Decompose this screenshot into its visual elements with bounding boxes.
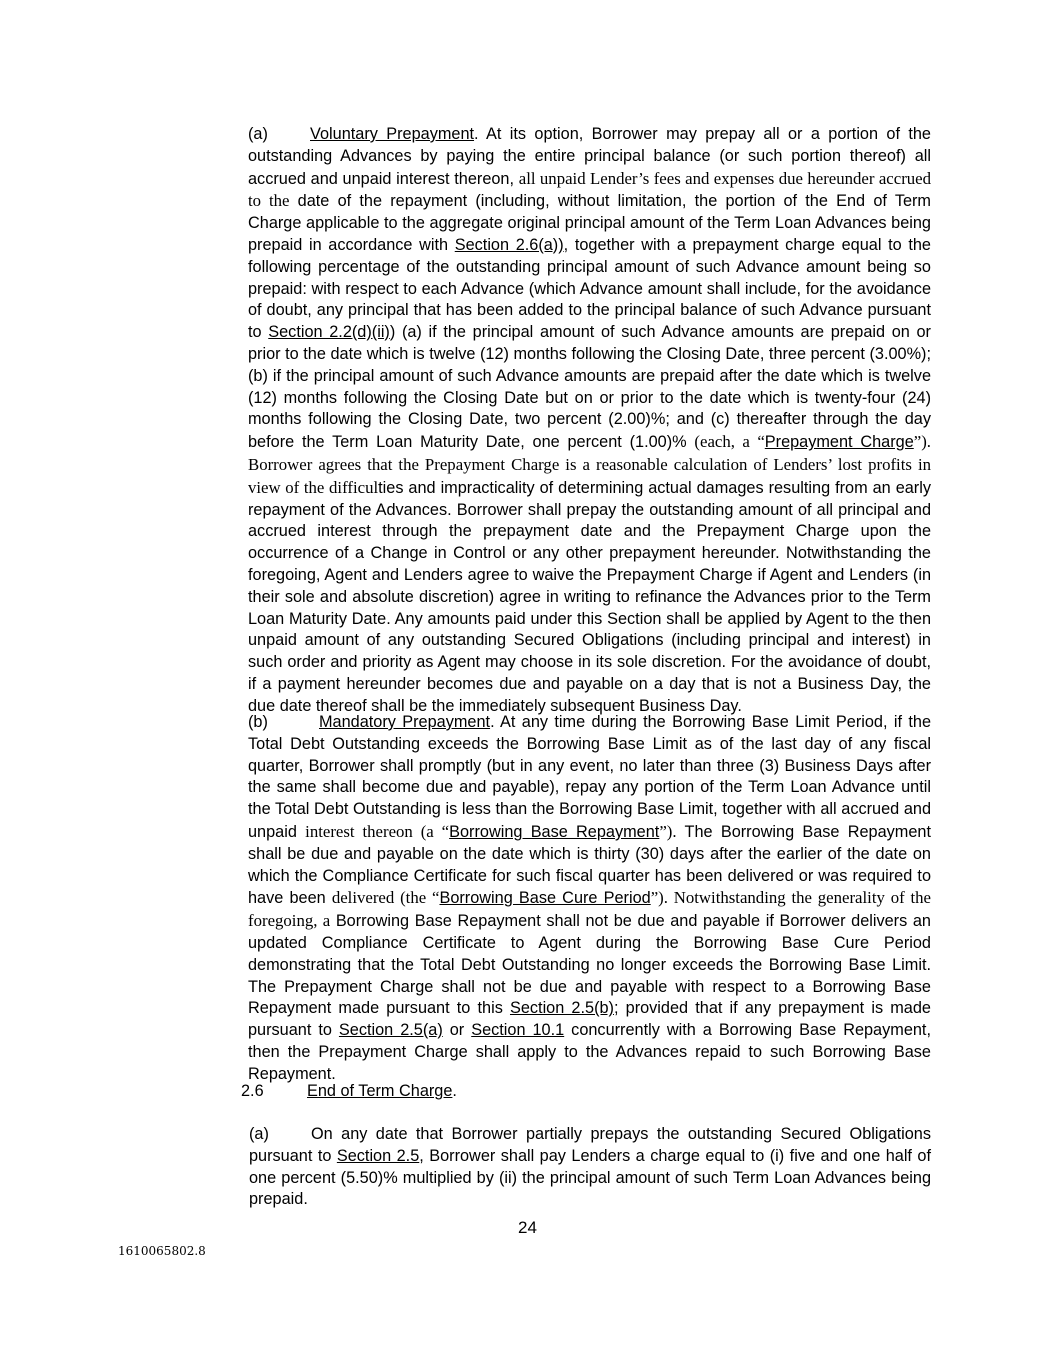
defined-term: Prepayment Charge	[764, 433, 914, 452]
paragraph-label: (a)	[249, 1125, 269, 1143]
paragraph-label: (b)	[248, 713, 268, 731]
section-reference: Section 2.5(b)	[509, 999, 614, 1018]
paragraph-text: date of the repayment (including, without limitation, the portion of the End of Term Charge applicable to the aggregate original principal amount of the Term Loan Advances being prepaid in accordance with	[248, 192, 931, 254]
paragraph-text: delivered (the “	[331, 888, 440, 908]
paragraph-text: . At any time during the Borrowing Base Limit Period, if the Total Debt Outstanding exceeds the Borrowing Base Limit as of the last day of any fiscal quarter, Borrower shall promptly (but in any event, no later than three (3) Business Days after the same shall become due and payable), repay any portion of the Term Loan Advance until the Total Debt Outstanding is less than the Borrowing Base Limit, together with all accrued and unpaid	[248, 713, 931, 841]
paragraph-text: or	[442, 1021, 472, 1040]
section-reference: Section 2.5	[336, 1146, 420, 1165]
paragraph-text: The Borrowing Base Repayment shall be due and payable on the date which is thirty (30) days after the earlier of the date on which the Compliance Certificate for such fiscal quarter has been delivered or was required to have been	[248, 822, 932, 908]
section-reference: Section 2.5(a)	[338, 1021, 443, 1040]
paragraph-text: ”).	[659, 821, 677, 841]
paragraph-text: Borrowing Base Repayment shall not be due and payable if Borrower delivers an updated Compliance Certificate to Agent during the Borrowing Base Cure Period demonstrating that the Total Debt Outstanding no longer exceeds the Borrowing Base Limit. The Prepayment Charge shall not be due and payable with respect to a Borrowing Base Repayment made pursuant to this	[248, 912, 931, 1018]
section-reference: Section 2.2(d)(ii)	[268, 323, 390, 342]
document-id: 1610065802.8	[118, 1244, 206, 1258]
paragraph-text: , together with a prepayment charge equal to the following percentage of the outstanding principal amount of such Advance amount being so prepaid: with respect to each Advance (which Advance amount shall include, for the avoidance of doubt, any principal that has been added to the principal balance of such Advance pursuant to	[248, 235, 931, 342]
paragraph-text: ties and impracticality of determining actual damages resulting from an early repayment of the Advances. Borrower shall prepay the outstanding amount of all principal and accrued interest through the prepayment date and the Prepayment Charge upon the occurrence of a Change in Control or any other prepayment hereunder. Notwithstanding the foregoing, Agent and Lenders agree to waive the Prepayment Charge if Agent and Lenders (in their sole and absolute discretion) agree in writing to refinance the Advances prior to the Term Loan Maturity Date. Any amounts paid under this Section shall be applied by Agent to the then unpaid amount of any outstanding Secured Obligations (including principal and interest) in such order and priority as Agent may choose in its sole discretion. For the avoidance of doubt, if a payment hereunder becomes due and payable on a day that is not a Business Day, the due date thereof shall be the immediately subsequent Business Day.	[248, 478, 931, 715]
paragraph-label: (a)	[248, 125, 268, 143]
paragraph-text: (each, a “	[694, 432, 765, 452]
paragraph-text: ) (a) if the principal amount of such Advance amounts are prepaid on or prior to the date which is twelve (12) months following the Closing Date, three percent (3.00%); (b) if the principal amount of such Advance amounts are prepaid after the date which is twelve (12) months following the Closing Date but on or prior to the date which is twenty-four (24) months following the Closing Date, two percent (2.00)%; and (c) thereafter through the day before the Term Loan Maturity Date, one percent (1.00)%	[248, 323, 931, 452]
paragraph-text: all unpaid Lender’s fees and expenses due hereunder accrued to the	[248, 168, 932, 211]
paragraph-heading: Mandatory Prepayment	[319, 713, 491, 731]
paragraph-text: interest thereon (a “	[305, 821, 450, 841]
page-number: 24	[518, 1218, 537, 1237]
section-number: 2.6	[241, 1082, 264, 1100]
paragraph-mandatory-prepayment	[187, 712, 931, 1086]
paragraph-end-of-term-charge	[187, 1124, 931, 1211]
paragraph-text: . At its option, Borrower may prepay all or a portion of the outstanding Advances by paying the entire principal balance (or such portion thereof) all accrued and unpaid interest thereon,	[248, 125, 931, 188]
section-title-period: .	[452, 1082, 457, 1100]
section-heading	[241, 1081, 457, 1103]
defined-term: Borrowing Base Cure Period	[439, 889, 651, 908]
section-reference: Section 2.6(a))	[454, 235, 564, 254]
paragraph-heading: Voluntary Prepayment	[310, 125, 475, 143]
paragraph-text: ; provided that if any prepayment is made pursuant to	[248, 999, 931, 1040]
defined-term: Borrowing Base Repayment	[449, 822, 660, 841]
section-title: End of Term Charge	[307, 1082, 453, 1100]
paragraph-text: On any date that Borrower partially prepays the outstanding Secured Obligations pursuant to	[249, 1125, 931, 1165]
paragraph-text: ”). Notwithstanding the generality of the foregoing, a	[248, 888, 932, 931]
section-reference: Section 10.1	[471, 1021, 565, 1040]
paragraph-text: , Borrower shall pay Lenders a charge equal to (i) five and one half of one percent (5.50)% multiplied by (ii) the principal amount of such Term Loan Advances being prepaid.	[249, 1146, 931, 1209]
paragraph-text: concurrently with a Borrowing Base Repayment, then the Prepayment Charge shall apply to the Advances repaid to such Borrowing Base Repayment.	[248, 1021, 931, 1083]
paragraph-text: ”). Borrower agrees that the Prepayment Charge is a reasonable calculation of Lenders’ lost profits in view of the difficul	[248, 432, 931, 497]
paragraph-voluntary-prepayment	[187, 124, 931, 718]
